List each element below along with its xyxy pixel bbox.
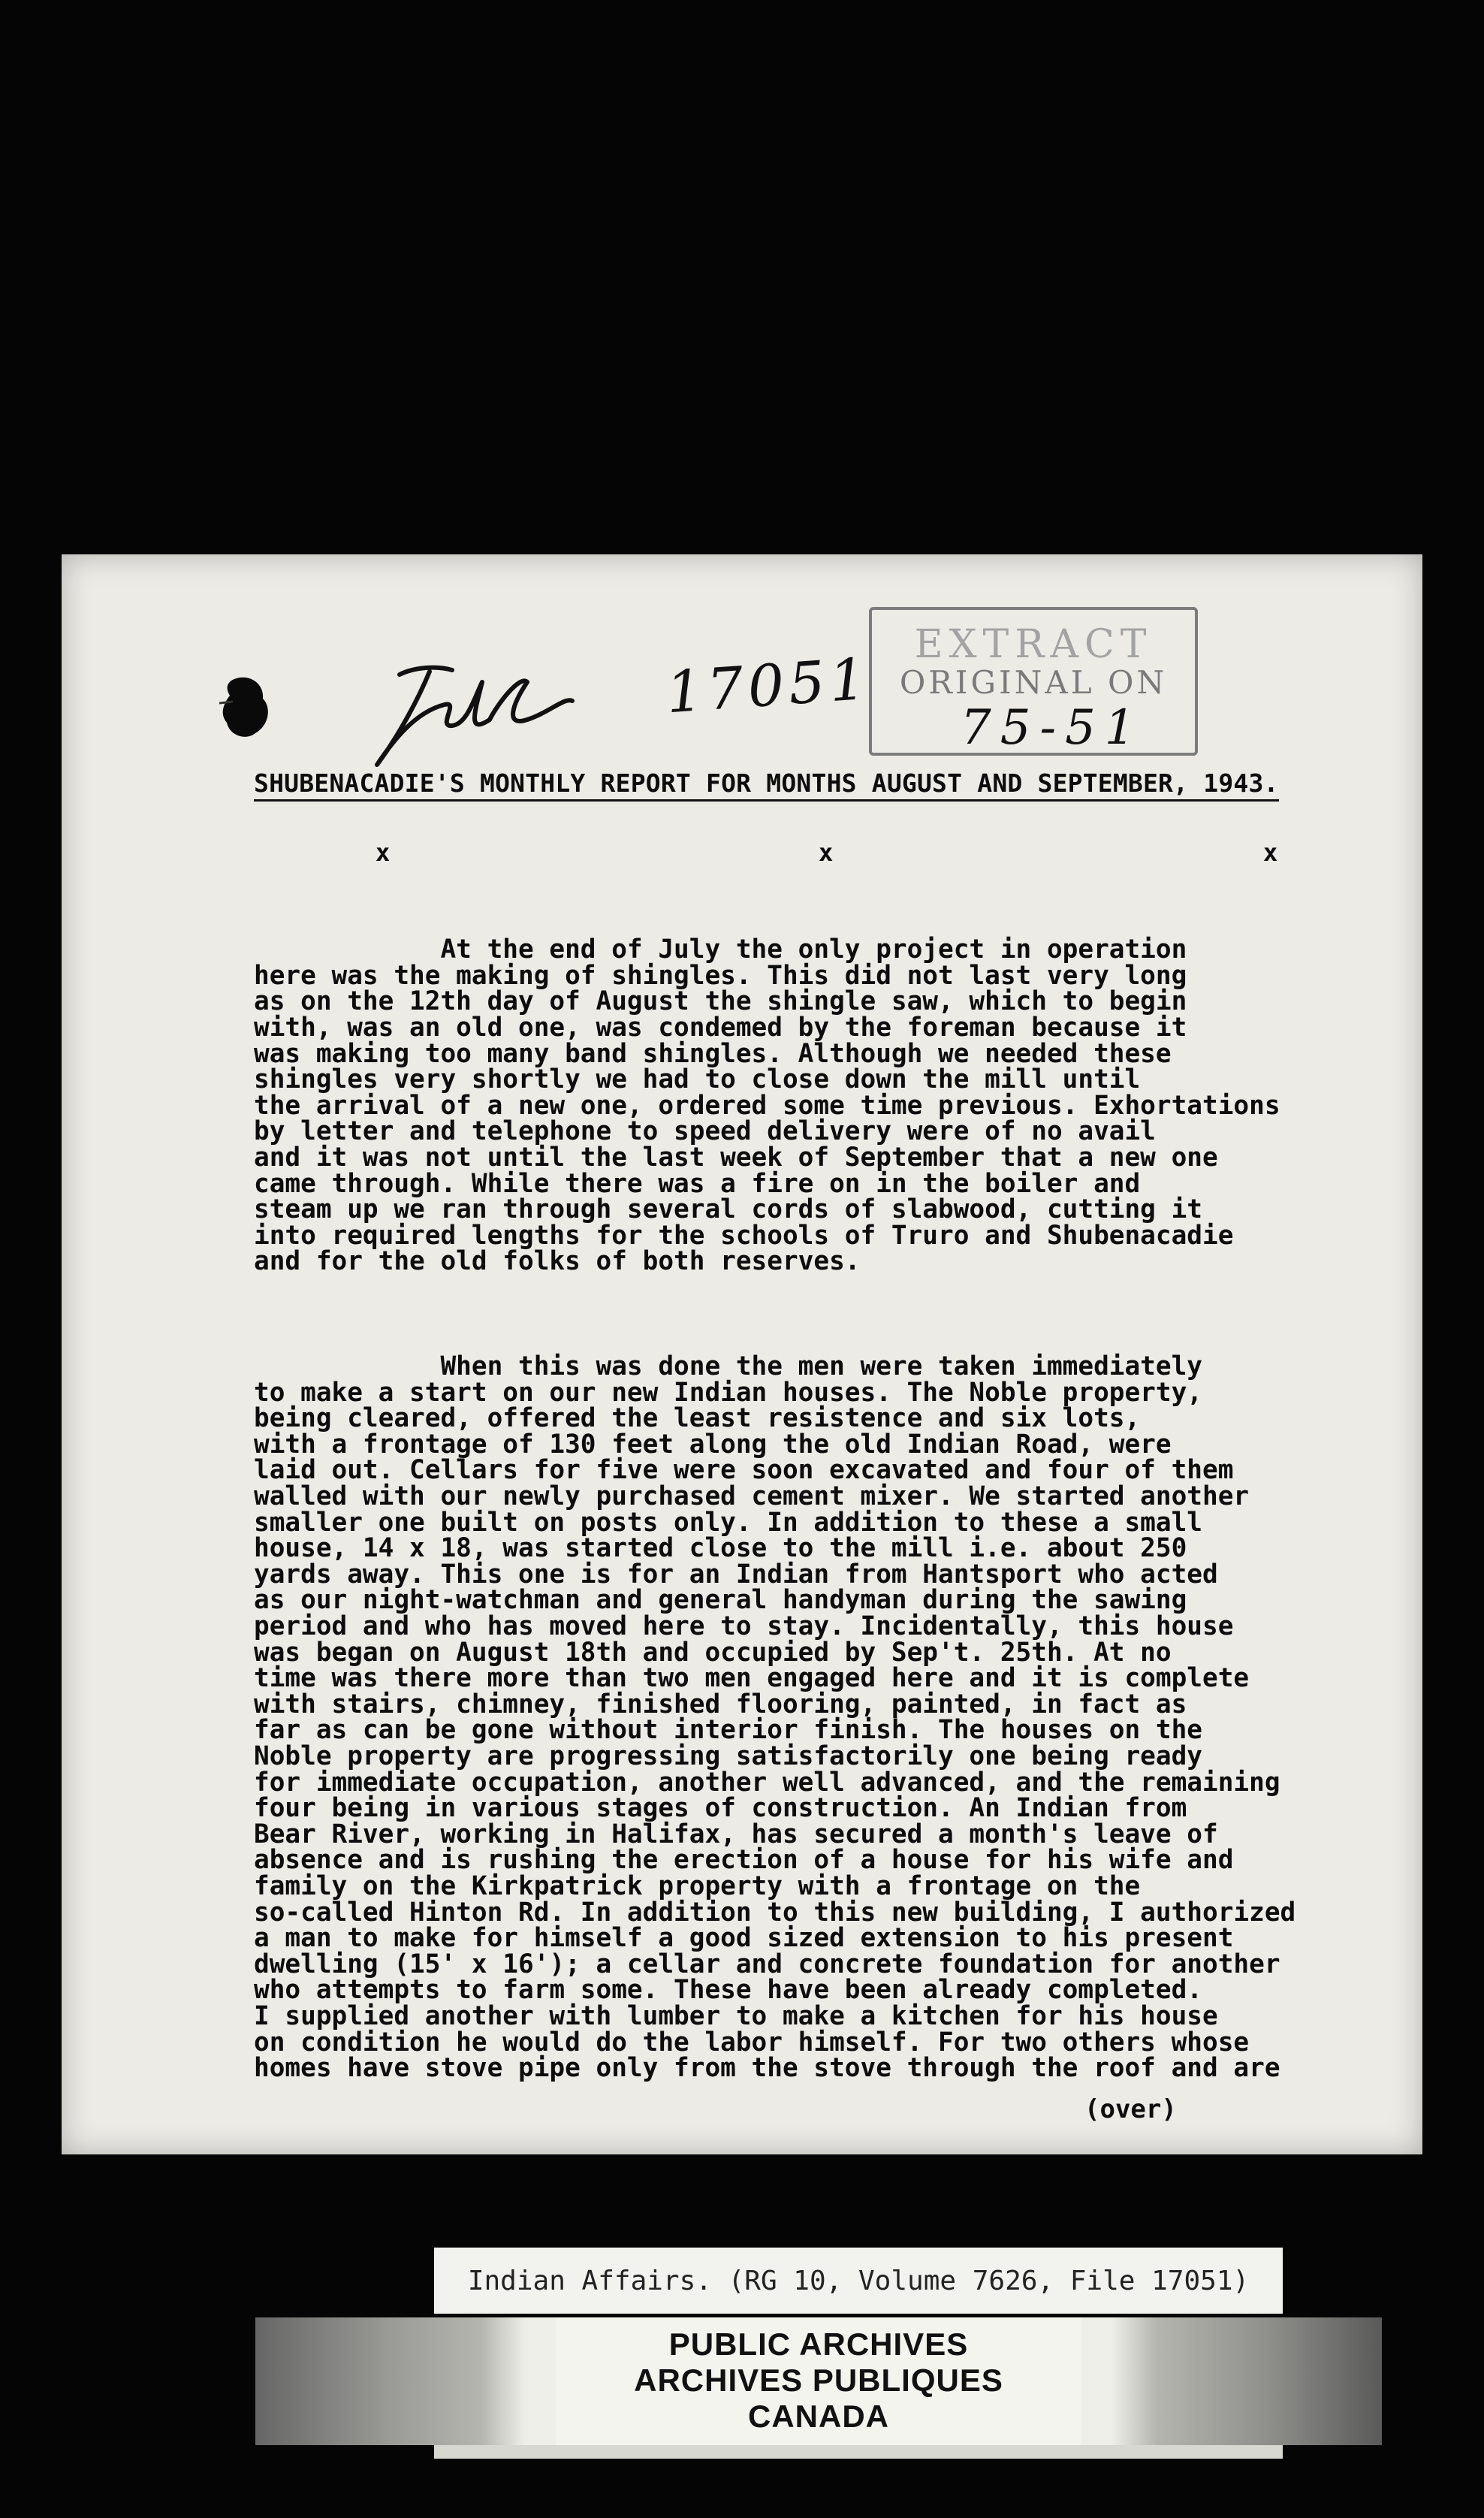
- paragraph-2: When this was done the men were taken immediately to make a start on our new Indian houses. The Noble property, being cleared, offered the least resistence and six lots, with a frontage of 130 feet along the old Indian Road, were laid out. Cellars for five were soon excavated and four of them walled with our newly purchased cement mixer. We started another smaller one built on posts only. In addition to these a small house, 14 x 18, was started close to the mill i.e. about 250 yards away. This one is for an Indian from Hantsport who acted as our night-watchman and general handyman during the sawing period and who has moved here to stay. Incidentally, this house was began on August 18th and occupied by Sep't. 25th. At no time was there more than two men engaged here and it is complete with stairs, chimney, finished flooring, painted, in fact as far as can be gone without interior finish. The houses on the Noble property are progressing satisfactorily one being ready for immediate occupation, another well advanced, and the remaining four being in various stages of construction. An Indian from Bear River, working in Halifax, has secured a month's leave of absence and is rushing the erection of a house for his wife and family on the Kirkpatrick property with a frontage on the so-called Hinton Rd. In addition to this new building, I authorized a man to make for himself a good sized extension to his present dwelling (15' x 16'); a cellar and concrete foundation for another who attempts to farm some. These have been already completed. I supplied another with lumber to make a kitchen for his house on condition he would do the labor himself. For two others whose homes have stove pipe only from the stove through the roof and are: [254, 1351, 1296, 2084]
- document-page: [62, 554, 1422, 2154]
- continued-over-note: (over): [1084, 2094, 1177, 2124]
- stamp-line-2: ORIGINAL ON: [899, 664, 1168, 701]
- archive-citation: Indian Affairs. (RG 10, Volume 7626, File 17051): [434, 2248, 1283, 2314]
- paragraph-1: At the end of July the only project in operation here was the making of shingles. This did not last very long as on the 12th day of August the shingle saw, which to begin with, was an old one, was condemed by the foreman because it was making too many band shingles. Although we needed these shingles very shortly we had to close down the mill until the arrival of a new one, ordered some time previous. Exhortations by letter and telephone to speed delivery were of no avail and it was not until the last week of September that a new one came through. While there was a fire on in the boiler and steam up we ran through several cords of slabwood, cutting it into required lengths for the schools of Truro and Shubenacadie and for the old folks of both reserves.: [254, 934, 1280, 1277]
- separator-mark-1: x: [376, 838, 391, 867]
- label-bottom-edge: [434, 2445, 1283, 2459]
- archives-label: [556, 2317, 1081, 2445]
- handwritten-file-number: 17051: [664, 645, 873, 726]
- archives-label-band: [255, 2317, 1382, 2445]
- report-title: SHUBENACADIE'S MONTHLY REPORT FOR MONTHS AUGUST AND SEPTEMBER, 1943.: [254, 768, 1279, 802]
- stamp-handwritten-number: 75-51: [961, 700, 1145, 756]
- archives-line-english: PUBLIC ARCHIVES: [668, 2326, 969, 2362]
- archives-line-french: ARCHIVES PUBLIQUES: [634, 2363, 1003, 2398]
- extract-stamp: [869, 607, 1198, 756]
- report-body: [254, 885, 1425, 2133]
- separator-mark-2: x: [819, 838, 834, 867]
- separator-mark-3: x: [1263, 838, 1278, 867]
- handwritten-file-annotation: [347, 660, 595, 772]
- archives-line-country: CANADA: [748, 2399, 889, 2434]
- ink-blot-mark: [219, 673, 272, 741]
- stamp-line-1: EXTRACT: [914, 622, 1153, 667]
